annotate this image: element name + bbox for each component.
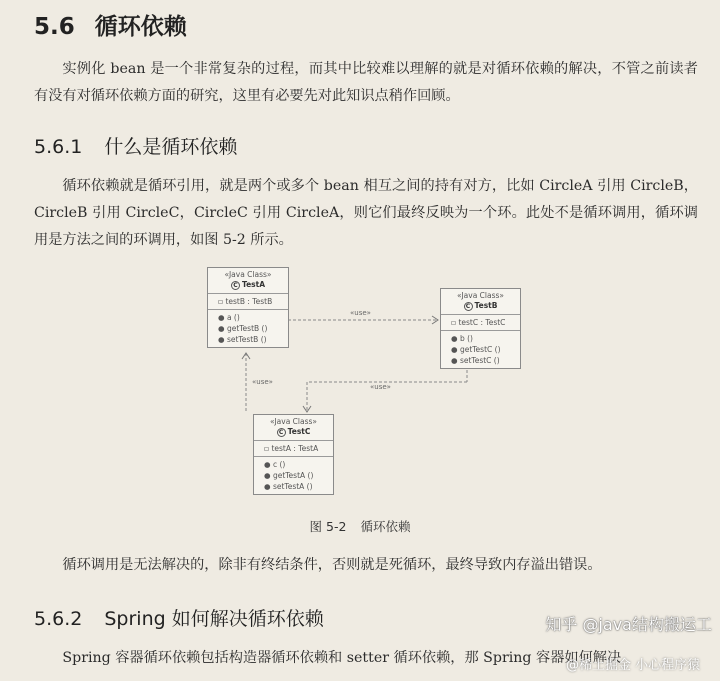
class-fields: ▫ testB : TestB: [208, 294, 288, 310]
subsection-1-title: 什么是循环依赖: [104, 136, 238, 158]
use-label-2: «use»: [370, 383, 391, 391]
class-method: getTestC (): [459, 345, 501, 354]
class-box-testa: [207, 267, 289, 348]
class-stereotype: «Java Class»: [456, 291, 504, 300]
subsection-heading-2: [34, 604, 324, 631]
class-header: [441, 289, 520, 315]
class-stereotype: «Java Class»: [269, 417, 317, 426]
class-method: getTestA (): [272, 471, 314, 480]
class-name: TestB: [474, 301, 498, 310]
para2-text: 循环调用是无法解决的，除非有终结条件，否则就是死循环，最终导致内存溢出错误。: [62, 557, 602, 573]
subsection-2-number: 5.6.2: [34, 608, 83, 630]
loop-call-paragraph: [34, 552, 698, 579]
class-stereotype: «Java Class»: [224, 270, 272, 279]
use-label-3: «use»: [252, 378, 273, 386]
intro-text: 实例化 bean 是一个非常复杂的过程，而其中比较难以理解的就是对循环依赖的解决，不管之前读者有没有对循环依赖方面的研究，这里有必要先对此知识点稍作回顾。: [34, 61, 698, 104]
class-fields: ▫ testA : TestA: [254, 441, 333, 457]
class-header: [254, 415, 333, 441]
class-name: TestA: [241, 280, 266, 289]
figure-caption-text: 循环依赖: [360, 519, 411, 534]
para1-text: 循环依赖就是循环引用，就是两个或多个 bean 相互之间的持有对方，比如 CircleA 引用 CircleB，CircleB 引用 CircleC，CircleC 引用 CircleA，则它们最终反映为一个环。此处不是循环调用，循环调用是方法之间的环调用，如图 5-2 所示。: [34, 178, 698, 248]
figure-caption: [0, 517, 720, 535]
figure-number: 图 5-2: [309, 519, 347, 534]
class-fields: ▫ testC : TestC: [441, 315, 520, 331]
para3-text: Spring 容器循环依赖包括构造器循环依赖和 setter 循环依赖，那 Spring 容器如何解决: [62, 650, 622, 666]
class-method: getTestB (): [226, 324, 268, 333]
class-field: testA : TestA: [271, 444, 319, 453]
class-header: [208, 268, 288, 294]
class-field: testB : TestB: [225, 297, 273, 306]
class-method: setTestB (): [226, 335, 267, 344]
class-method: setTestA (): [272, 482, 313, 491]
subsection-1-number: 5.6.1: [34, 136, 83, 158]
class-box-testb: [440, 288, 521, 369]
class-name: TestC: [287, 427, 311, 436]
section-number: 5.6: [34, 14, 75, 40]
class-method: setTestC (): [459, 356, 500, 365]
use-label-1: «use»: [350, 309, 371, 317]
class-field: testC : TestC: [458, 318, 506, 327]
class-icon: C: [464, 302, 473, 311]
class-methods: ● c () ● getTestA () ● setTestA (): [264, 460, 314, 491]
subsection-2-title: Spring 如何解决循环依赖: [104, 608, 324, 630]
class-methods: ● a () ● getTestB () ● setTestB (): [218, 313, 268, 344]
class-method: c (): [272, 460, 286, 469]
class-method: a (): [226, 313, 240, 322]
class-icon: C: [231, 281, 240, 290]
class-methods: ● b () ● getTestC () ● setTestC (): [451, 334, 501, 365]
class-icon: C: [277, 428, 286, 437]
watermark-juejin: @稀土掘金 小心程序猿: [566, 658, 701, 673]
watermark-zhihu: 知乎 @java结构搬运工: [545, 615, 712, 634]
class-method: b (): [459, 334, 473, 343]
section-title: 循环依赖: [94, 14, 187, 40]
class-box-testc: [253, 414, 334, 495]
